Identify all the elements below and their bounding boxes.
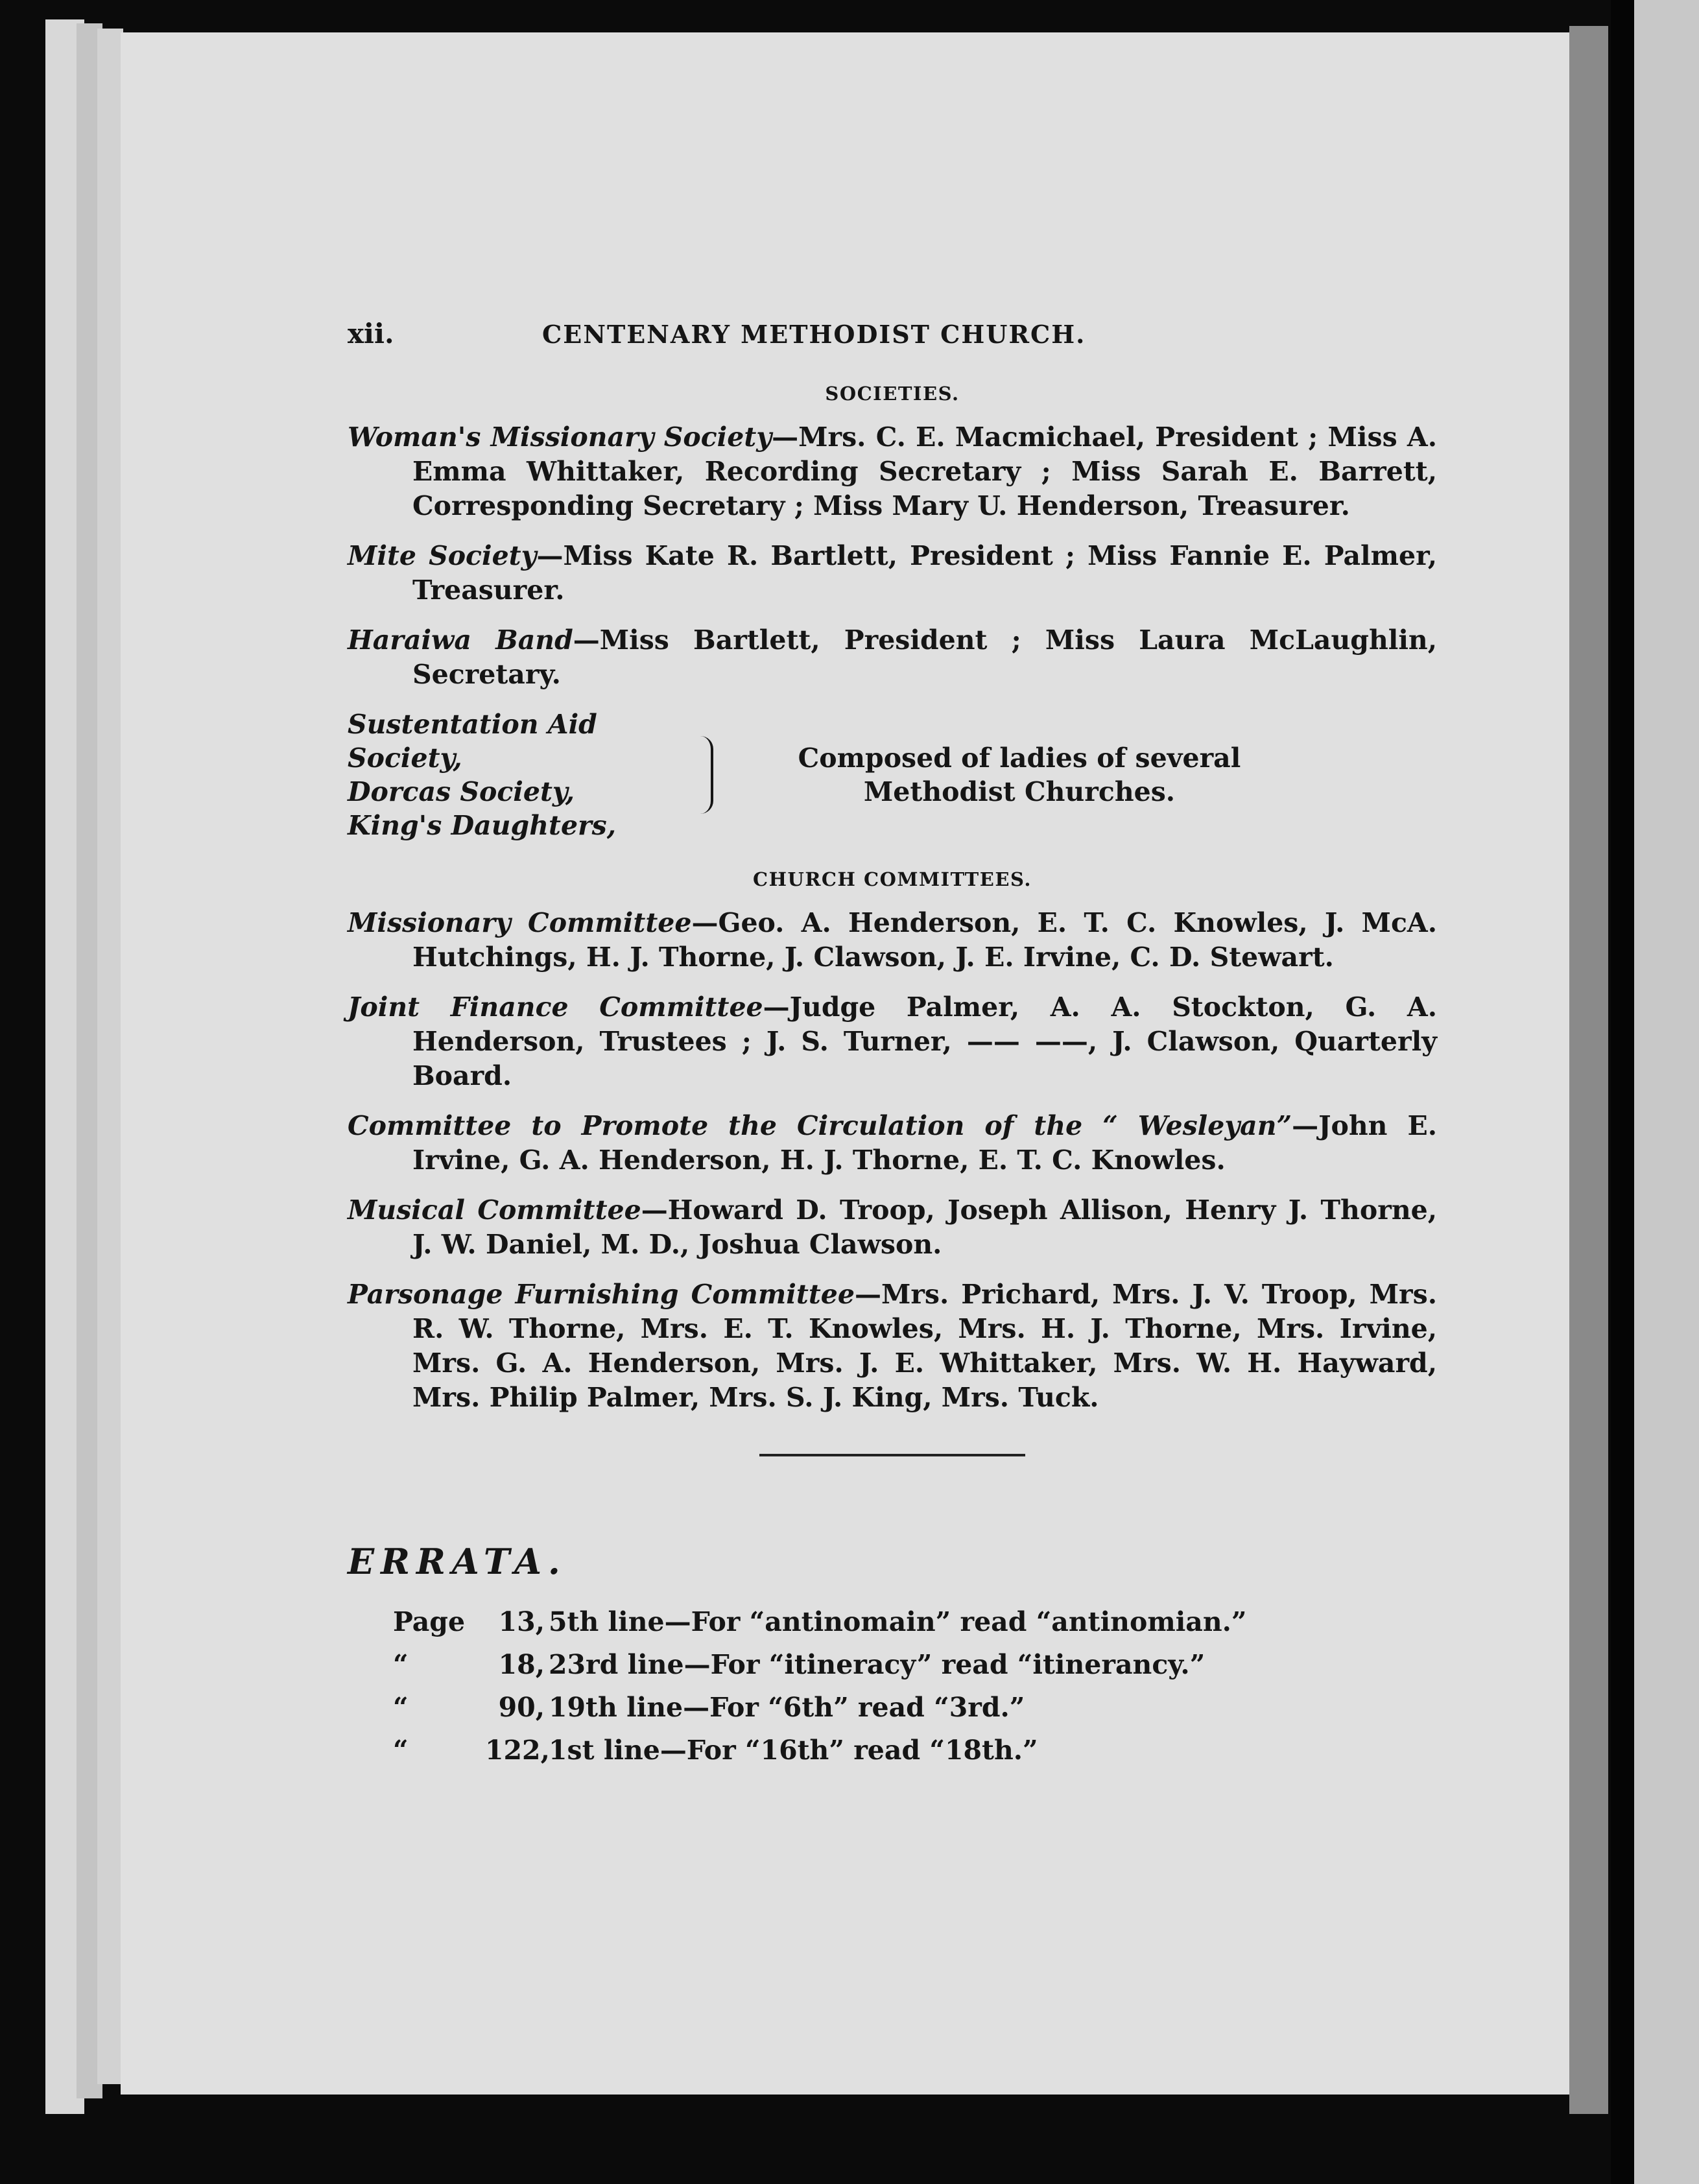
errata-correction: 5th line—For “antinomain” read “antinomian.”: [549, 1606, 1247, 1637]
committee-entry: [348, 990, 1437, 1093]
society-name: Haraiwa Band: [348, 624, 573, 656]
committee-name: Musical Committee: [348, 1194, 641, 1226]
errata-page-label: “: [393, 1649, 409, 1680]
errata-page-label: Page: [393, 1606, 466, 1637]
errata-heading: ERRATA.: [348, 1541, 567, 1582]
committee-members: —Geo. A. Henderson, E. T. C. Knowles, J. McA. Hutchings, H. J. Thorne, J. Clawson, J. E. Irvine, C. D. Stewart.: [412, 907, 1437, 973]
societies-heading: SOCIETIES.: [825, 383, 960, 405]
errata-page-number: 18,: [498, 1649, 545, 1680]
curly-brace-icon: [700, 736, 713, 814]
society-entry: [348, 420, 1437, 523]
errata-page-number: 122,: [485, 1735, 550, 1766]
page-shadow: [1569, 26, 1608, 2114]
society-name: Woman's Missionary Society: [348, 421, 772, 453]
page-header: [348, 318, 1437, 370]
society-group-description: Composed of ladies of several Methodist Churches.: [798, 742, 1241, 807]
errata-correction: 23rd line—For “itineracy” read “itinerancy.”: [549, 1649, 1206, 1680]
society-details: —Mrs. C. E. Macmichael, President ; Miss A. Emma Whittaker, Recording Secretary ; Miss Sarah E. Barrett, Corresponding Secretary ; Miss Mary U. Henderson, Treasurer.: [412, 421, 1437, 521]
page-content: [348, 318, 1437, 1772]
section-divider: [759, 1454, 1025, 1456]
committee-entry: [348, 906, 1437, 975]
errata-page-label: “: [393, 1692, 409, 1723]
committee-entry: [348, 1277, 1437, 1415]
errata-row: [348, 1729, 1437, 1772]
society-group-names: [348, 707, 698, 842]
committee-name: Missionary Committee: [348, 907, 692, 938]
errata-page-number: 13,: [498, 1606, 545, 1637]
running-title: CENTENARY METHODIST CHURCH.: [542, 320, 1086, 349]
committee-entry: [348, 1109, 1437, 1178]
errata-page-label: “: [393, 1735, 409, 1766]
committee-name: Joint Finance Committee: [348, 991, 763, 1023]
committee-name: Parsonage Furnishing Committee: [348, 1279, 855, 1310]
society-details: —Miss Kate R. Bartlett, President ; Miss Fannie E. Palmer, Treasurer.: [412, 540, 1437, 606]
errata-correction: 19th line—For “6th” read “3rd.”: [549, 1692, 1025, 1723]
society-name: Sustentation Aid Society,: [348, 709, 597, 774]
errata-row: [348, 1643, 1437, 1686]
committee-name: Committee to Promote the Circulation of the “ Wesleyan”: [348, 1110, 1292, 1141]
errata-page-number: 90,: [498, 1692, 545, 1723]
committee-entry: [348, 1193, 1437, 1262]
society-group: [348, 707, 1437, 842]
facing-page-edge: [1634, 0, 1699, 2184]
page-number: xii.: [348, 318, 394, 350]
errata-row: [348, 1686, 1437, 1729]
page-edge: [97, 29, 123, 2084]
committee-members: —Howard D. Troop, Joseph Allison, Henry J. Thorne, J. W. Daniel, M. D., Joshua Clawson.: [412, 1194, 1437, 1260]
society-entry: [348, 623, 1437, 692]
society-name: King's Daughters,: [348, 810, 616, 841]
errata-correction: 1st line—For “16th” read “18th.”: [549, 1735, 1038, 1766]
committees-heading: CHURCH COMMITTEES.: [753, 868, 1032, 890]
scan-border: [1611, 0, 1634, 2184]
book-page: [121, 32, 1569, 2095]
committee-members: —John E. Irvine, G. A. Henderson, H. J. Thorne, E. T. C. Knowles.: [412, 1110, 1437, 1176]
society-details: —Miss Bartlett, President ; Miss Laura McLaughlin, Secretary.: [412, 624, 1437, 690]
society-entry: [348, 539, 1437, 608]
society-name: Mite Society: [348, 540, 537, 571]
errata-row: [348, 1600, 1437, 1643]
committee-members: —Judge Palmer, A. A. Stockton, G. A. Henderson, Trustees ; J. S. Turner, —— ——, J. Clawson, Quarterly Board.: [412, 991, 1437, 1091]
society-name: Dorcas Society,: [348, 776, 575, 807]
committee-members: —Mrs. Prichard, Mrs. J. V. Troop, Mrs. R. W. Thorne, Mrs. E. T. Knowles, Mrs. H. J. Thorne, Mrs. Irvine, Mrs. G. A. Henderson, Mrs. J. E. Whittaker, Mrs. W. H. Hayward, Mrs. Philip Palmer, Mrs. S. J. King, Mrs. Tuck.: [412, 1279, 1437, 1413]
